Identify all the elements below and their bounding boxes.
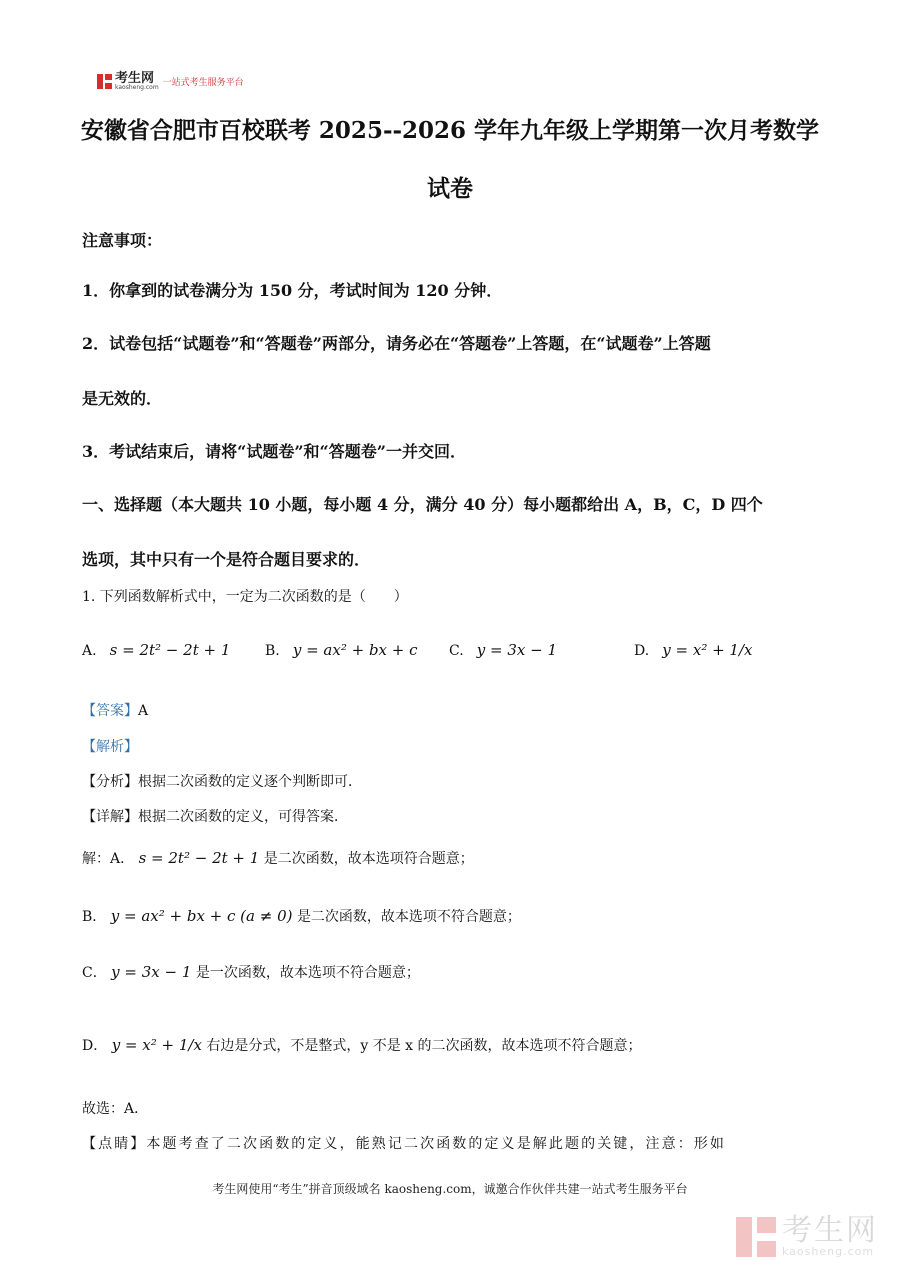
section1-heading-a: 一、选择题（本大题共 10 小题，每小题 4 分，满分 40 分）每小题都给出 A，B，C，D 四个 bbox=[82, 495, 763, 514]
q1-fenxi: 【分析】根据二次函数的定义逐个判断即可． bbox=[82, 774, 362, 790]
q1-solution-b bbox=[82, 906, 521, 926]
q1-option-c-math: y = 3x − 1 bbox=[476, 641, 557, 659]
sol-a-math: s = 2t² − 2t + 1 bbox=[138, 849, 260, 867]
q1-dianjing: 【点睛】本题考查了二次函数的定义，能熟记二次函数的定义是解此题的关键，注意：形如 bbox=[82, 1136, 726, 1152]
q1-option-a-math: s = 2t² − 2t + 1 bbox=[109, 641, 231, 659]
q1-option-c-label: C. bbox=[449, 643, 464, 659]
notice-item-1: 1．你拿到的试卷满分为 150 分，考试时间为 120 分钟． bbox=[82, 281, 503, 300]
footer-text: 考生网使用“考生”拼音顶级域名 kaosheng.com，诚邀合作伙伴共建一站式考生服务平台 bbox=[212, 1182, 688, 1196]
notice-item-3: 3．考试结束后，请将“试题卷”和“答题卷”一并交回． bbox=[82, 442, 466, 461]
sol-d-prefix: D． bbox=[82, 1038, 108, 1054]
sol-a-prefix: 解：A． bbox=[82, 851, 135, 867]
q1-option-d-label: D. bbox=[634, 643, 650, 659]
q1-solution-c bbox=[82, 962, 420, 982]
sol-b-math: y = ax² + bx + c (a ≠ 0) bbox=[110, 907, 293, 925]
logo-domain: kaosheng.com bbox=[115, 84, 159, 91]
q1-option-a bbox=[82, 640, 230, 659]
notice-item-2b: 是无效的． bbox=[82, 389, 163, 408]
logo-name: 考生网 bbox=[115, 71, 155, 86]
watermark bbox=[736, 1213, 878, 1258]
q1-answer bbox=[82, 700, 148, 720]
q1-option-a-label: A. bbox=[82, 643, 97, 659]
sol-c-prefix: C． bbox=[82, 965, 107, 981]
logo-mark-icon bbox=[97, 74, 112, 89]
sol-c-text: 是一次函数，故本选项不符合题意； bbox=[195, 965, 420, 981]
q1-option-d-math: y = x² + 1/x bbox=[662, 641, 753, 659]
watermark-name: 考生网 bbox=[782, 1213, 878, 1248]
sol-a-text: 是二次函数，故本选项符合题意； bbox=[263, 851, 474, 867]
sol-b-prefix: B． bbox=[82, 909, 107, 925]
answer-tag: 【答案】 bbox=[82, 703, 138, 719]
q1-guxuan: 故选：A． bbox=[82, 1101, 149, 1117]
q1-solution-d bbox=[82, 1035, 642, 1055]
q1-stem: 1. 下列函数解析式中，一定为二次函数的是（ ） bbox=[82, 589, 408, 605]
sol-c-math: y = 3x − 1 bbox=[111, 963, 192, 981]
q1-option-b-math: y = ax² + bx + c bbox=[292, 641, 418, 659]
section1-heading-b: 选项，其中只有一个是符合题目要求的． bbox=[82, 550, 371, 569]
q1-option-d bbox=[634, 640, 753, 659]
sol-d-math: y = x² + 1/x bbox=[111, 1036, 202, 1054]
notice-heading: 注意事项： bbox=[82, 231, 163, 250]
q1-option-b bbox=[265, 640, 418, 659]
q1-option-c bbox=[449, 640, 557, 659]
analysis-tag: 【解析】 bbox=[82, 739, 138, 755]
sol-d-text: 右边是分式，不是整式，y 不是 x 的二次函数，故本选项不符合题意； bbox=[206, 1038, 642, 1054]
watermark-domain: kaosheng.com bbox=[782, 1245, 875, 1258]
notice-item-2a: 2．试卷包括“试题卷”和“答题卷”两部分，请务必在“答题卷”上答题，在“试题卷”上答题 bbox=[82, 334, 711, 353]
sol-b-text: 是二次函数，故本选项不符合题意； bbox=[296, 909, 521, 925]
q1-solution-a bbox=[82, 848, 474, 868]
answer-value: A bbox=[138, 703, 149, 719]
doc-title-line1: 安徽省合肥市百校联考 2025--2026 学年九年级上学期第一次月考数学 bbox=[80, 117, 820, 144]
q1-xiangjie: 【详解】根据二次函数的定义，可得答案． bbox=[82, 809, 348, 825]
doc-title-line2: 试卷 bbox=[427, 175, 473, 202]
header-logo bbox=[97, 72, 244, 91]
watermark-logo-icon bbox=[736, 1217, 776, 1257]
q1-option-b-label: B. bbox=[265, 643, 280, 659]
logo-slogan: 一站式考生服务平台 bbox=[162, 78, 244, 88]
